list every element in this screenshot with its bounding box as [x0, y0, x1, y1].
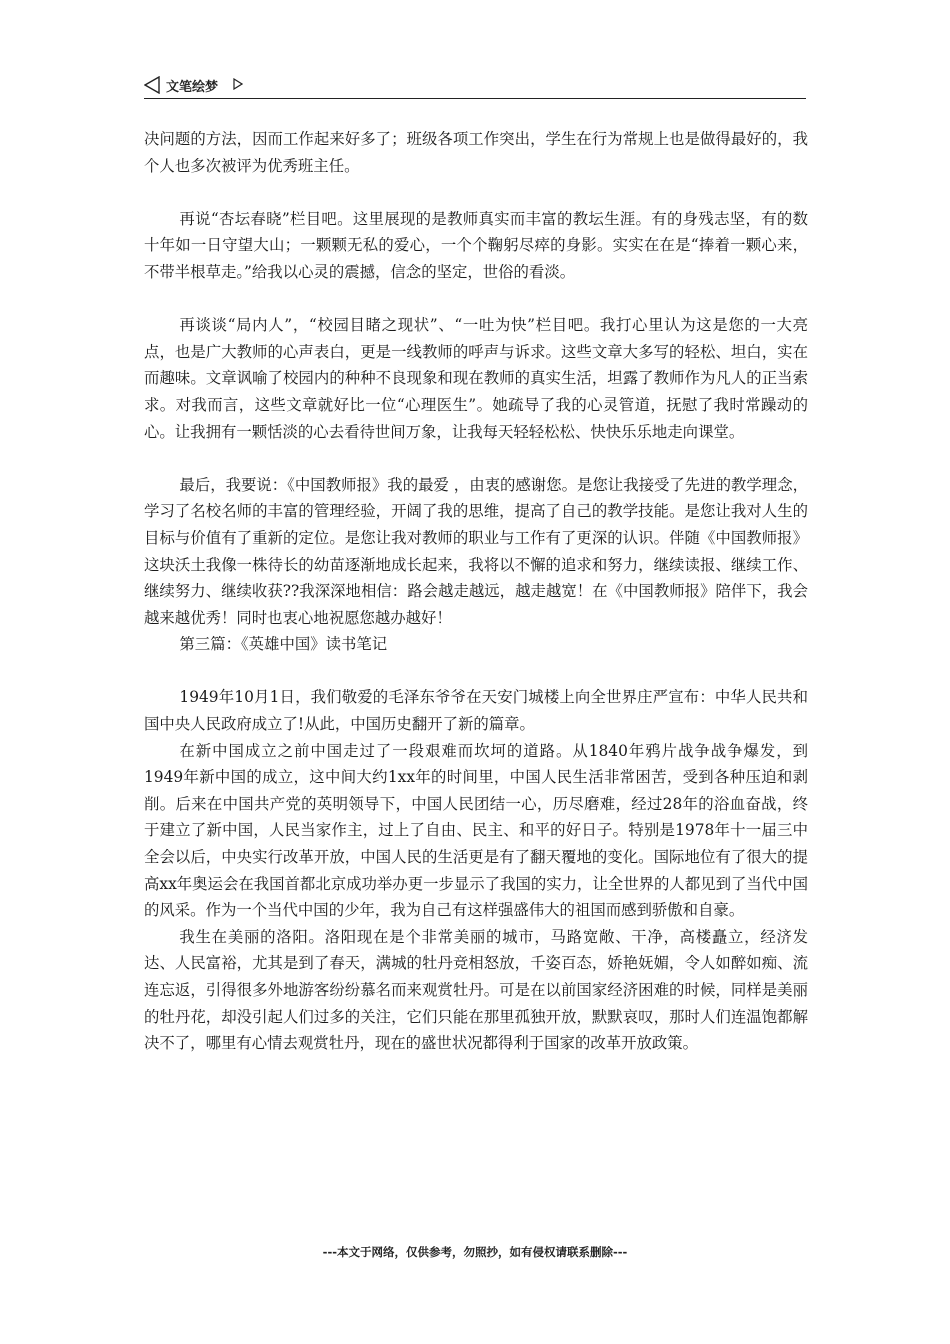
- document-body: [144, 126, 808, 1057]
- paragraph: 在新中国成立之前中国走过了一段艰难而坎坷的道路。从1840年鸦片战争战争爆发，到1949年新中国的成立，这中间大约1xx年的时间里，中国人民生活非常困苦，受到各种压迫和剥削。后来在中国共产党的英明领导下，中国人民团结一心，历尽磨难，经过28年的浴血奋战，终于建立了新中国，人民当家作主，过上了自由、民主、和平的好日子。特别是1978年十一届三中全会以后，中央实行改革开放，中国人民的生活更是有了翻天覆地的变化。国际地位有了很大的提高xx年奥运会在我国首都北京成功举办更一步显示了我国的实力，让全世界的人都见到了当代中国的风采。作为一个当代中国的少年，我为自己有这样强盛伟大的祖国而感到骄傲和自豪。: [144, 741, 808, 920]
- triangle-left-icon: [144, 76, 160, 94]
- section-title: 第三篇：《英雄中国》读书笔记: [179, 635, 388, 654]
- paragraph: 决问题的方法，因而工作起来好多了；班级各项工作突出，学生在行为常规上也是做得最好的，我个人也多次被评为优秀班主任。: [144, 130, 808, 175]
- page-header: [144, 74, 806, 99]
- paragraph: 最后，我要说：《中国教师报》我的最爱 ，由衷的感谢您。是您让我接受了先进的教学理念，学习了名校名师的丰富的管理经验，开阔了我的思维，提高了自己的教学技能。是您让我对人生的目标与价值有了重新的定位。是您让我对教师的职业与工作有了更深的认识。伴随《中国教师报》这块沃土我像一株待长的幼苗逐渐地成长起来，我将以不懈的追求和努力，继续读报、继续工作、继续努力、继续收获??我深深地相信：路会越走越远，越走越宽！在《中国教师报》陪伴下，我会越来越优秀！同时也衷心地祝愿您越办越好！: [144, 475, 808, 627]
- paragraph: 再谈谈“局内人”，“校园目睹之现状”、“一吐为快”栏目吧。我打心里认为这是您的一大亮点，也是广大教师的心声表白，更是一线教师的呼声与诉求。这些文章大多写的轻松、坦白，实在而趣味。文章讽喻了校园内的种种不良现象和现在教师的真实生活，坦露了教师作为凡人的正当索求。对我而言，这些文章就好比一位“心理医生”。她疏导了我的心灵管道，抚慰了我时常躁动的心。让我拥有一颗恬淡的心去看待世间万象，让我每天轻轻松松、快快乐乐地走向课堂。: [144, 316, 808, 441]
- page-footer: ---本文于网络，仅供参考，勿照抄，如有侵权请联系删除---: [322, 1245, 628, 1259]
- paragraph: 再说“杏坛春晓”栏目吧。这里展现的是教师真实而丰富的教坛生涯。有的身残志坚，有的数十年如一日守望大山；一颗颗无私的爱心，一个个鞠躬尽瘁的身影。实实在在是“捧着一颗心来，不带半根草走。”给我以心灵的震撼，信念的坚定，世俗的看淡。: [144, 209, 808, 281]
- brand-title: 文笔绘梦: [166, 80, 219, 95]
- paragraph: 我生在美丽的洛阳。洛阳现在是个非常美丽的城市，马路宽敞、干净，高楼矗立，经济发达、人民富裕，尤其是到了春天，满城的牡丹竞相怒放，千姿百态，娇艳妩媚，令人如醉如痴、流连忘返，引得很多外地游客纷纷慕名而来观赏牡丹。可是在以前国家经济困难的时候，同样是美丽的牡丹花，却没引起人们过多的关注，它们只能在那里孤独开放，默默哀叹，那时人们连温饱都解决不了，哪里有心情去观赏牡丹，现在的盛世状况都得利于国家的改革开放政策。: [144, 927, 808, 1053]
- triangle-right-icon: [233, 78, 243, 90]
- paragraph: 1949年10月1日，我们敬爱的毛泽东爷爷在天安门城楼上向全世界庄严宣布：中华人民共和国中央人民政府成立了!从此，中国历史翻开了新的篇章。: [144, 688, 808, 734]
